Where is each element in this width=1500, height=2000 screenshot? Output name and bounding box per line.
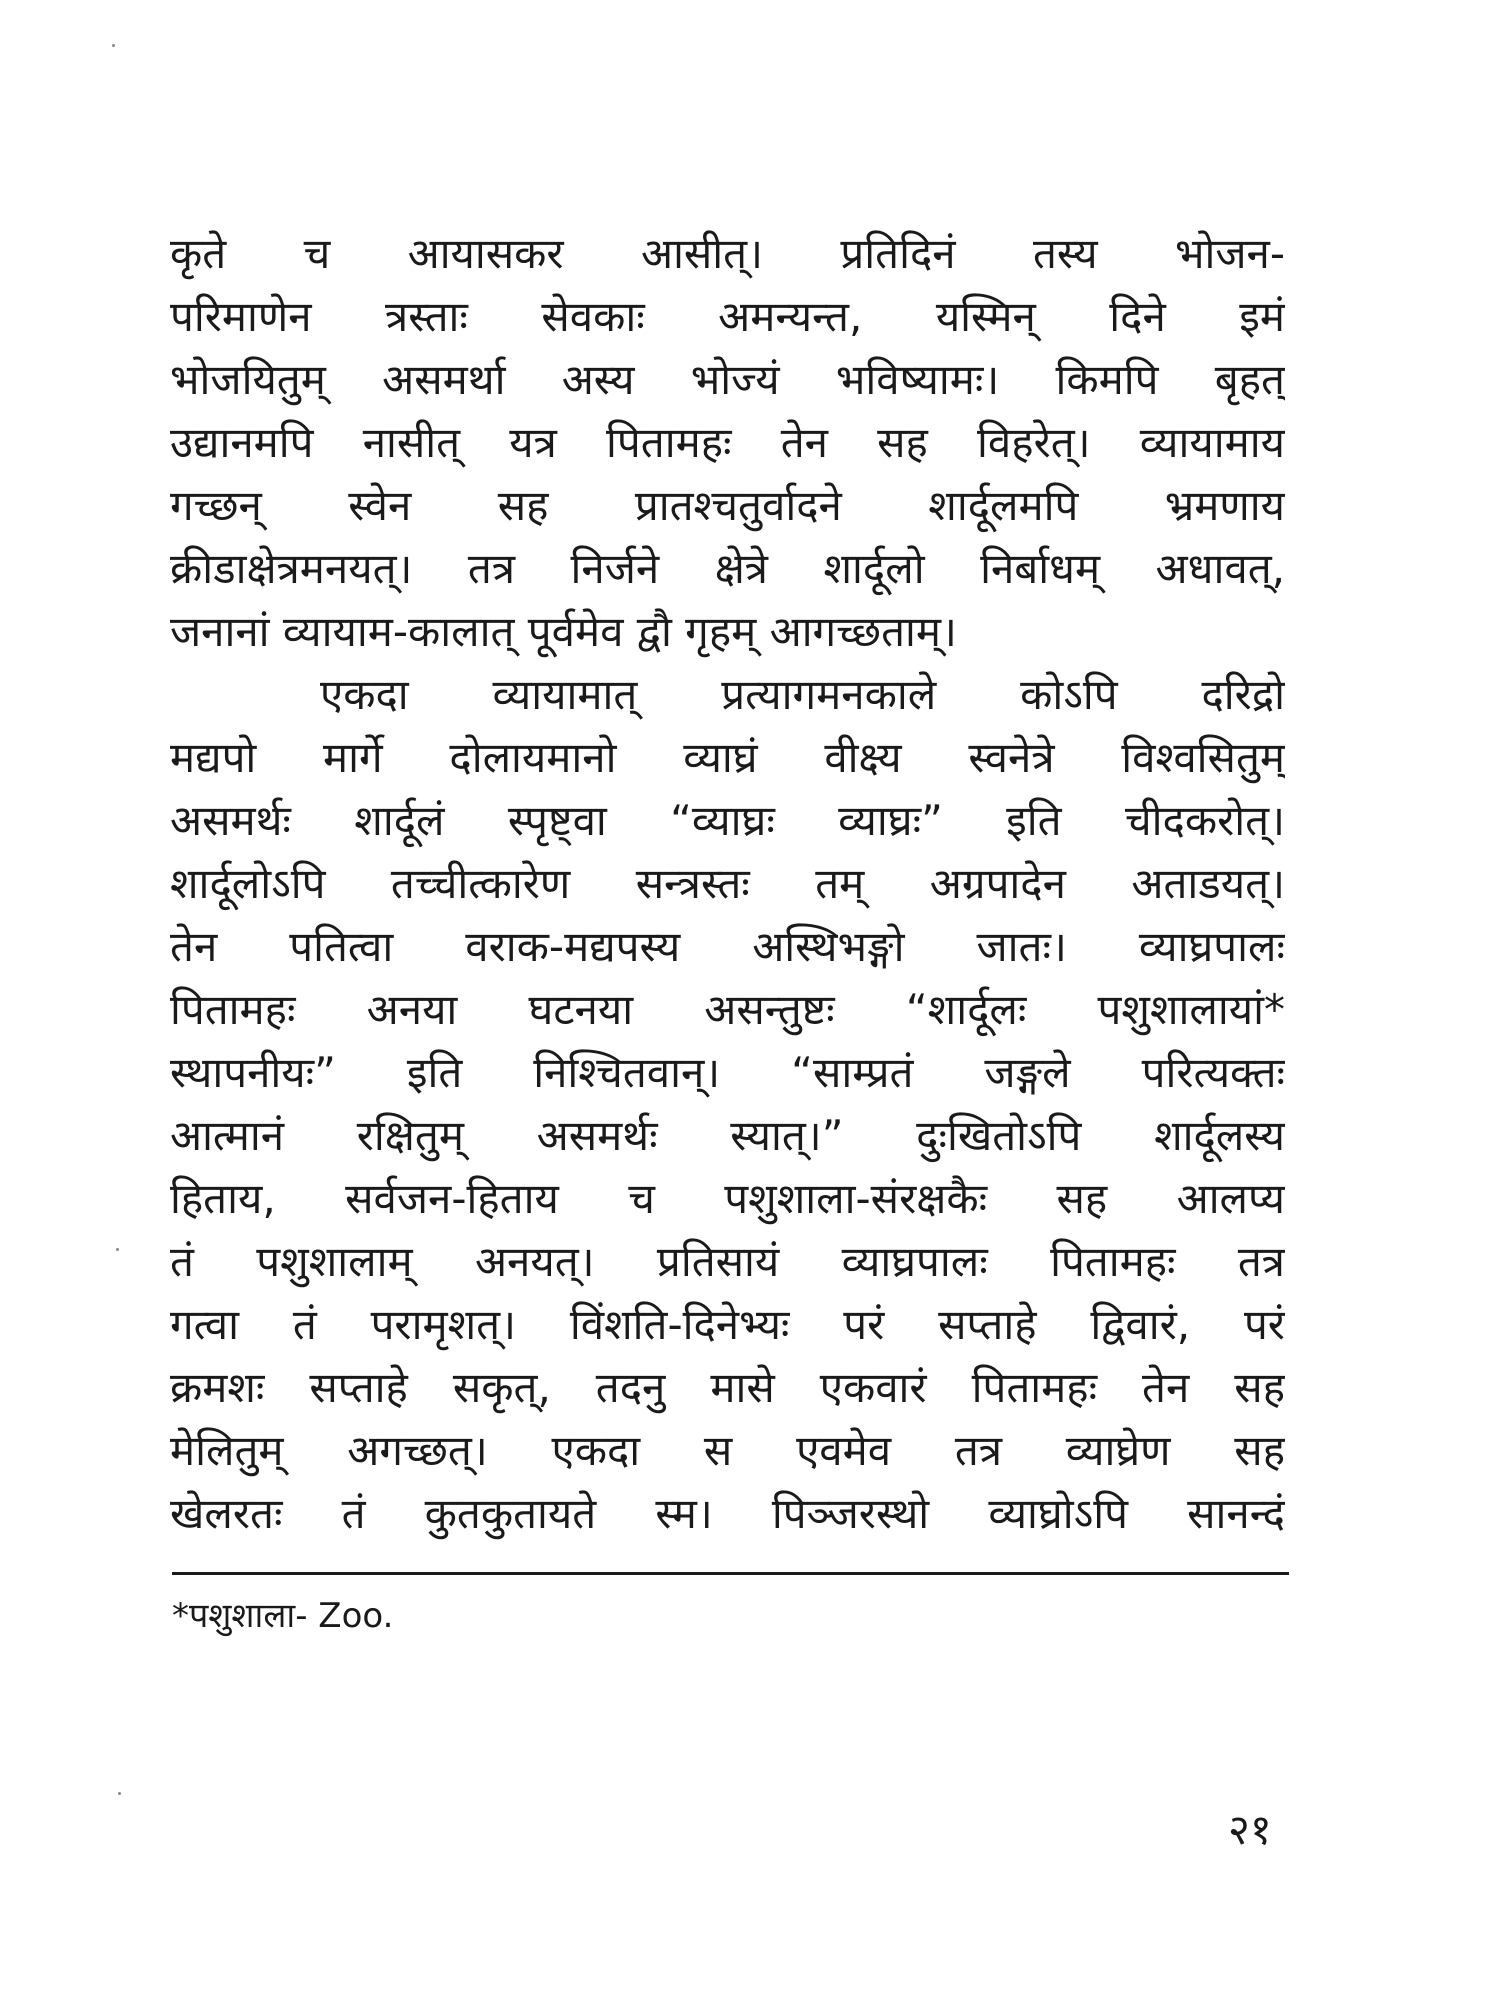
text-line-5: गच्छन् स्वेन सह प्रातश्चतुर्वादने शार्दूलमपि भ्रमणाय: [170, 481, 1285, 530]
text-line-10: असमर्थः शार्दूलं स्पृष्ट्वा “व्याघ्रः व्याघ्रः” इति चीदकरोत्।: [170, 796, 1285, 845]
text-line-21: खेलरतः तं कुतकुतायते स्म। पिञ्जरस्थो व्याघ्रोऽपि सानन्दं: [170, 1489, 1285, 1538]
text-line-13: पितामहः अनया घटनया असन्तुष्टः “शार्दूलः पशुशालायां*: [170, 985, 1285, 1034]
text-line-16: हिताय, सर्वजन-हिताय च पशुशाला-संरक्षकैः सह आलप्य: [170, 1174, 1285, 1223]
text-line-19: क्रमशः सप्ताहे सकृत्, तदनु मासे एकवारं पितामहः तेन सह: [170, 1363, 1285, 1412]
scan-speck: [116, 1248, 119, 1251]
text-line-15: आत्मानं रक्षितुम् असमर्थः स्यात्।” दुःखितोऽपि शार्दूलस्य: [170, 1111, 1285, 1160]
scan-speck: [112, 44, 115, 47]
text-line-14: स्थापनीयः” इति निश्चितवान्। “साम्प्रतं जङ्गले परित्यक्तः: [170, 1048, 1285, 1097]
body-text: [170, 222, 1285, 1545]
text-line-20: मेलितुम् अगच्छत्। एकदा स एवमेव तत्र व्याघ्रेण सह: [170, 1426, 1285, 1475]
page-number: २१: [1228, 1805, 1272, 1854]
text-line-3: भोजयितुम् असमर्था अस्य भोज्यं भविष्यामः। किमपि बृहत्: [170, 355, 1285, 404]
text-line-4: उद्यानमपि नासीत् यत्र पितामहः तेन सह विहरेत्। व्यायामाय: [170, 418, 1285, 467]
text-line-18: गत्वा तं परामृशत्। विंशति-दिनेभ्यः परं सप्ताहे द्विवारं, परं: [170, 1300, 1285, 1349]
footnote-divider: [172, 1572, 1289, 1575]
text-line-8: एकदा व्यायामात् प्रत्यागमनकाले कोऽपि दरिद्रो: [320, 670, 1285, 719]
footnote: *पशुशाला- Zoo.: [172, 1596, 394, 1636]
text-line-17: तं पशुशालाम् अनयत्। प्रतिसायं व्याघ्रपालः पितामहः तत्र: [170, 1237, 1285, 1286]
text-line-2: परिमाणेन त्रस्ताः सेवकाः अमन्यन्त, यस्मिन् दिने इमं: [170, 292, 1285, 341]
text-line-12: तेन पतित्वा वराक-मद्यपस्य अस्थिभङ्गो जातः। व्याघ्रपालः: [170, 922, 1285, 971]
text-line-7: जनानां व्यायाम-कालात् पूर्वमेव द्वौ गृहम् आगच्छताम्।: [170, 607, 957, 656]
text-line-6: क्रीडाक्षेत्रमनयत्। तत्र निर्जने क्षेत्रे शार्दूलो निर्बाधम् अधावत्,: [170, 544, 1285, 593]
text-line-9: मद्यपो मार्गे दोलायमानो व्याघ्रं वीक्ष्य स्वनेत्रे विश्वसितुम्: [170, 733, 1285, 782]
scan-speck: [118, 1792, 121, 1795]
text-line-1: कृते च आयासकर आसीत्। प्रतिदिनं तस्य भोजन-: [170, 229, 1285, 278]
text-line-11: शार्दूलोऽपि तच्चीत्कारेण सन्त्रस्तः तम् अग्रपादेन अताडयत्।: [170, 859, 1285, 908]
